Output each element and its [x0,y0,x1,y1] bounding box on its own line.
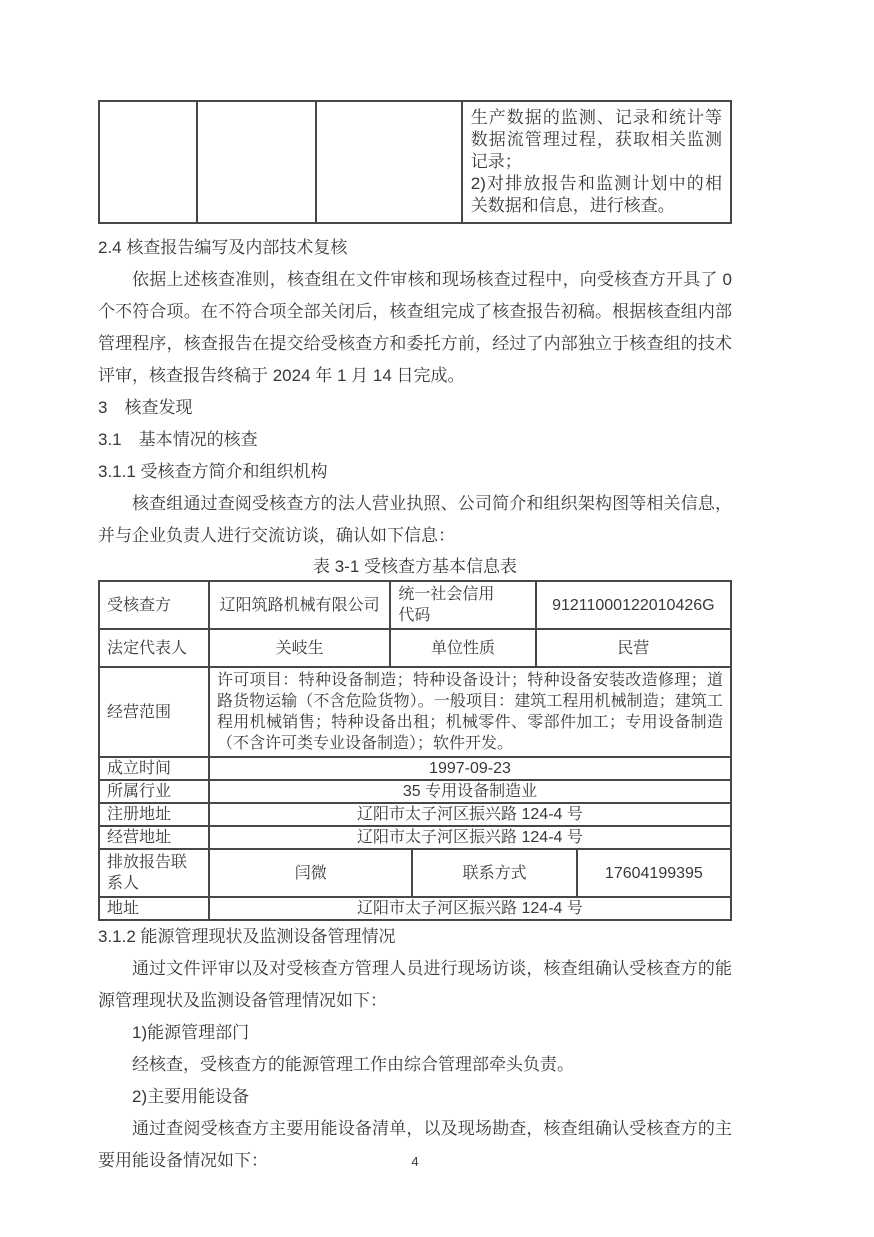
page-content [98,0,732,1177]
section-2-4-paragraph: 依据上述核查准则，核查组在文件审核和现场核查过程中，向受核查方开具了 0 个不符合项。在不符合项全部关闭后，核查组完成了核查报告初稿。根据核查组内部管理程序，核查报告在提交给受核查方和委托方前，经过了内部独立于核查组的技术评审，核查报告终稿于 2024 年 1 月 14 日完成。 [98,270,732,385]
value-cell-founded-date: 1997-09-23 [210,758,732,781]
previous-page-table-fragment [98,100,732,224]
verification-content-cell [463,102,732,224]
section-3-1-1-paragraph: 核查组通过查阅受核查方的法人营业执照、公司简介和组织架构图等相关信息，并与企业负责人进行交流访谈，确认如下信息： [98,494,732,545]
section-3-1-2-paragraph: 通过文件评审以及对受核查方管理人员进行现场访谈，核查组确认受核查方的能源管理现状及监测设备管理情况如下： [98,959,732,1010]
page-number: 4 [411,1154,419,1169]
main-equipment-paragraph: 通过查阅受核查方主要用能设备清单，以及现场勘查，核查组确认受核查方的主要用能设备情况如下： [98,1119,732,1170]
list-item-main-equipment: 2)主要用能设备 [132,1087,250,1106]
label-cell: 经营地址 [100,827,210,850]
section-2-4-heading: 2.4 核查报告编写及内部技术复核 [98,238,348,257]
table-row [100,102,732,224]
label-text: 排放报告联系人 [107,854,188,892]
empty-table-cell [100,102,198,224]
label-text: 统一社会信用代码 [398,586,495,624]
empty-table-cell [317,102,462,224]
value-cell-registered-address: 辽阳市太子河区振兴路 124-4 号 [210,804,732,827]
value-cell-industry: 35 专用设备制造业 [210,781,732,804]
list-item-energy-dept: 1)能源管理部门 [132,1023,250,1042]
table-row-founded-date [100,758,732,781]
label-cell: 地址 [100,898,210,921]
table-row-registered-address [100,804,732,827]
table-row-address [100,898,732,921]
table-row-industry [100,781,732,804]
verification-content-line: 生产数据的监测、记录和统计等数据流管理过程，获取相关监测记录； [470,108,722,171]
table-row-operating-address [100,827,732,850]
value-cell-phone-number: 17604199395 [578,850,732,898]
section-3-1-2-heading: 3.1.2 能源管理现状及监测设备管理情况 [98,927,396,946]
label-cell [391,582,536,630]
table-row-report-contact [100,850,732,898]
verification-content-text [471,107,722,217]
value-cell-unit-nature: 民营 [537,630,732,668]
label-cell: 联系方式 [413,850,577,898]
label-cell: 所属行业 [100,781,210,804]
value-cell-credit-code: 91211000122010426G [537,582,732,630]
table-row-business-scope [100,668,732,758]
table-row-legal-representative [100,630,732,668]
value-cell-address: 辽阳市太子河区振兴路 124-4 号 [210,898,732,921]
value-cell-contact-name: 闫微 [210,850,414,898]
value-cell-representative-name: 关岐生 [210,630,391,668]
label-cell: 成立时间 [100,758,210,781]
label-cell: 单位性质 [391,630,536,668]
label-cell: 法定代表人 [100,630,210,668]
section-3-heading: 3 核查发现 [98,398,193,417]
energy-dept-finding: 经核查，受核查方的能源管理工作由综合管理部牵头负责。 [132,1055,574,1074]
verification-content-line: 2)对排放报告和监测计划中的相关数据和信息，进行核查。 [470,174,722,215]
table-row-verified-party [100,582,732,630]
value-cell-business-scope: 许可项目：特种设备制造；特种设备设计；特种设备安装改造修理；道路货物运输（不含危险货物）。一般项目：建筑工程用机械制造；建筑工程用机械销售；特种设备出租；机械零件、零部件加工；专用设备制造（不含许可类专业设备制造）；软件开发。 [210,668,732,758]
empty-table-cell [198,102,317,224]
value-cell-company-name: 辽阳筑路机械有限公司 [210,582,391,630]
table-3-1-caption: 表 3-1 受核查方基本信息表 [312,557,518,576]
section-3-1-1-heading: 3.1.1 受核查方简介和组织机构 [98,462,328,481]
label-cell: 经营范围 [100,668,210,758]
value-cell-operating-address: 辽阳市太子河区振兴路 124-4 号 [210,827,732,850]
label-cell: 注册地址 [100,804,210,827]
section-3-1-heading: 3.1 基本情况的核查 [98,430,258,449]
basic-info-table [98,580,732,921]
label-cell [100,850,210,898]
label-cell: 受核查方 [100,582,210,630]
